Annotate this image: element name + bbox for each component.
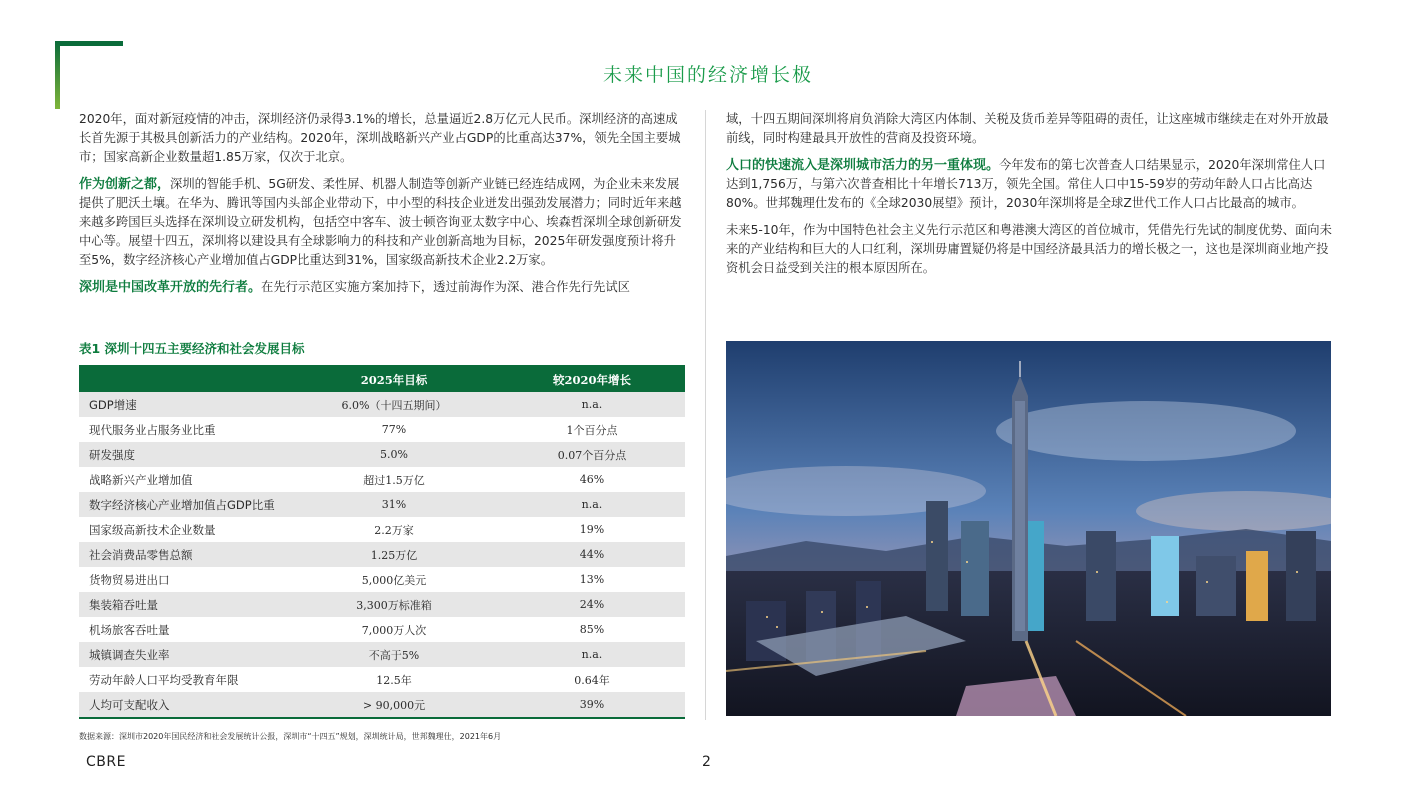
- table-cell-metric: 研发强度: [89, 447, 135, 462]
- table-header-row: [79, 366, 685, 392]
- table-cell-metric: GDP增速: [89, 397, 137, 412]
- column-divider: [705, 110, 706, 720]
- table-cell-growth: 1个百分点: [566, 423, 618, 437]
- table-header-0: [79, 366, 289, 392]
- table-cell-target: 31%: [381, 498, 407, 511]
- table-cell-growth: 44%: [579, 548, 605, 561]
- table-cell-target: 超过1.5万亿: [363, 473, 425, 487]
- table-cell-metric: 战略新兴产业增加值: [89, 472, 193, 487]
- table-row: [79, 467, 685, 492]
- right-column: [726, 110, 1332, 286]
- table-cell-growth: 13%: [579, 573, 605, 586]
- left-paragraph-2-lead: 作为创新之都，: [79, 177, 171, 192]
- table-cell-metric: 货物贸易进出口: [89, 572, 170, 587]
- left-paragraph-3: [79, 278, 685, 297]
- table-row: [79, 617, 685, 642]
- right-paragraph-3: 未来5-10年，作为中国特色社会主义先行示范区和粤港澳大湾区的首位城市，凭借先行先试的制度优势、面向未来的产业结构和巨大的人口红利，深圳毋庸置疑仍将是中国经济最具活力的增长极之一，这也是深圳商业地产投资机会日益受到关注的根本原因所在。: [726, 223, 1332, 275]
- data-source-note: 数据来源：深圳市2020年国民经济和社会发展统计公报，深圳市“十四五”规划，深圳统计局，世邦魏理仕，2021年6月: [79, 732, 502, 741]
- table-row: [79, 567, 685, 592]
- table-row: [79, 592, 685, 617]
- table-cell-metric: 现代服务业占服务业比重: [89, 422, 216, 437]
- table-cell-growth: 19%: [579, 523, 605, 536]
- table-cell-growth: 24%: [579, 598, 605, 611]
- table-cell-metric: 城镇调查失业率: [89, 647, 170, 662]
- table-cell-target: > 90,000元: [362, 698, 426, 712]
- table-cell-metric: 集装箱吞吐量: [89, 597, 158, 612]
- targets-table: [79, 365, 685, 719]
- right-paragraph-2-body: 今年发布的第七次普查人口结果显示，2020年深圳常住人口达到1,756万，与第六次普查相比十年增长713万，领先全国。常住人口中15-59岁的劳动年龄人口占比高达80%。世邦魏理仕发布的《全球2030展望》预计，2030年深圳将是全球Z世代工作人口占比最高的城市。: [726, 158, 1326, 210]
- table-cell-growth: 46%: [579, 473, 605, 486]
- table-cell-metric: 数字经济核心产业增加值占GDP比重: [89, 497, 275, 512]
- table-cell-target: 77%: [381, 423, 407, 436]
- table-row: [79, 667, 685, 692]
- table-cell-growth: 39%: [579, 698, 605, 711]
- table-cell-target: 不高于5%: [368, 648, 420, 662]
- table-cell-growth: 0.64年: [574, 673, 610, 687]
- left-paragraph-2: [79, 175, 685, 270]
- table-cell-growth: 85%: [579, 623, 605, 636]
- table-row: [79, 492, 685, 517]
- table-row: [79, 417, 685, 442]
- cbre-logo: CBRE: [86, 754, 126, 770]
- table-row: [79, 517, 685, 542]
- table-header-2: 较2020年增长: [499, 366, 685, 392]
- table-cell-target: 12.5年: [376, 673, 412, 687]
- left-column: [79, 110, 685, 305]
- table-header-1: 2025年目标: [289, 366, 499, 392]
- city-skyline-photo: [726, 341, 1331, 716]
- table-cell-target: 3,300万标准箱: [356, 598, 432, 612]
- left-paragraph-2-body: 深圳的智能手机、5G研发、柔性屏、机器人制造等创新产业链已经连结成网，为企业未来发展提供了肥沃土壤。在华为、腾讯等国内头部企业带动下，中小型的科技企业迸发出强劲发展潜力；同时近年来越来越多跨国巨头选择在深圳设立研发机构，包括空中客车、波士顿咨询亚太数字中心、埃森哲深圳全球创新研发中心等。展望十四五，深圳将以建设具有全球影响力的科技和产业创新高地为目标，2025年研发强度预计将升至5%，数字经济核心产业增加值占GDP比重达到31%，国家级高新技术企业2.2万家。: [79, 177, 682, 267]
- page-title: 未来中国的经济增长极: [602, 64, 813, 86]
- left-paragraph-3-body: 在先行示范区实施方案加持下，透过前海作为深、港合作先行先试区: [261, 280, 630, 294]
- table-title: 表1 深圳十四五主要经济和社会发展目标: [79, 341, 305, 356]
- corner-accent-horizontal: [55, 41, 123, 46]
- table-cell-metric: 社会消费品零售总额: [89, 547, 193, 562]
- table-row: [79, 542, 685, 567]
- table-cell-growth: n.a.: [581, 398, 603, 411]
- table-row: [79, 442, 685, 467]
- table-cell-metric: 机场旅客吞吐量: [89, 622, 170, 637]
- table-cell-growth: n.a.: [581, 498, 603, 511]
- right-paragraph-1: 域，十四五期间深圳将肩负消除大湾区内体制、关税及货币差异等阻碍的责任，让这座城市继续走在对外开放最前线，同时构建最具开放性的营商及投资环境。: [726, 112, 1329, 145]
- table-cell-growth: 0.07个百分点: [557, 448, 627, 462]
- right-paragraph-2-lead: 人口的快速流入是深圳城市活力的另一重体现。: [726, 158, 1000, 173]
- table-cell-target: 2.2万家: [374, 523, 414, 537]
- table-cell-target: 1.25万亿: [370, 548, 418, 562]
- table-cell-target: 6.0%（十四五期间）: [341, 398, 447, 412]
- table-row: [79, 392, 685, 417]
- table-cell-metric: 人均可支配收入: [89, 697, 170, 712]
- table-cell-metric: 国家级高新技术企业数量: [89, 522, 216, 537]
- left-paragraph-1: 2020年，面对新冠疫情的冲击，深圳经济仍录得3.1%的增长，总量逼近2.8万亿元人民币。深圳经济的高速成长首先源于其极具创新活力的产业结构。2020年，深圳战略新兴产业占GDP的比重高达37%，领先全国主要城市；国家高新企业数量超1.85万家，仅次于北京。: [79, 112, 681, 164]
- table-row: [79, 692, 685, 718]
- table-row: [79, 642, 685, 667]
- left-paragraph-3-lead: 深圳是中国改革开放的先行者。: [79, 280, 262, 295]
- page-number: 2: [702, 754, 711, 770]
- table-cell-target: 7,000万人次: [361, 623, 427, 637]
- right-paragraph-2: [726, 156, 1332, 213]
- table-cell-growth: n.a.: [581, 648, 603, 661]
- table-cell-target: 5,000亿美元: [361, 573, 427, 587]
- table-cell-metric: 劳动年龄人口平均受教育年限: [89, 672, 239, 687]
- table-cell-target: 5.0%: [380, 448, 408, 461]
